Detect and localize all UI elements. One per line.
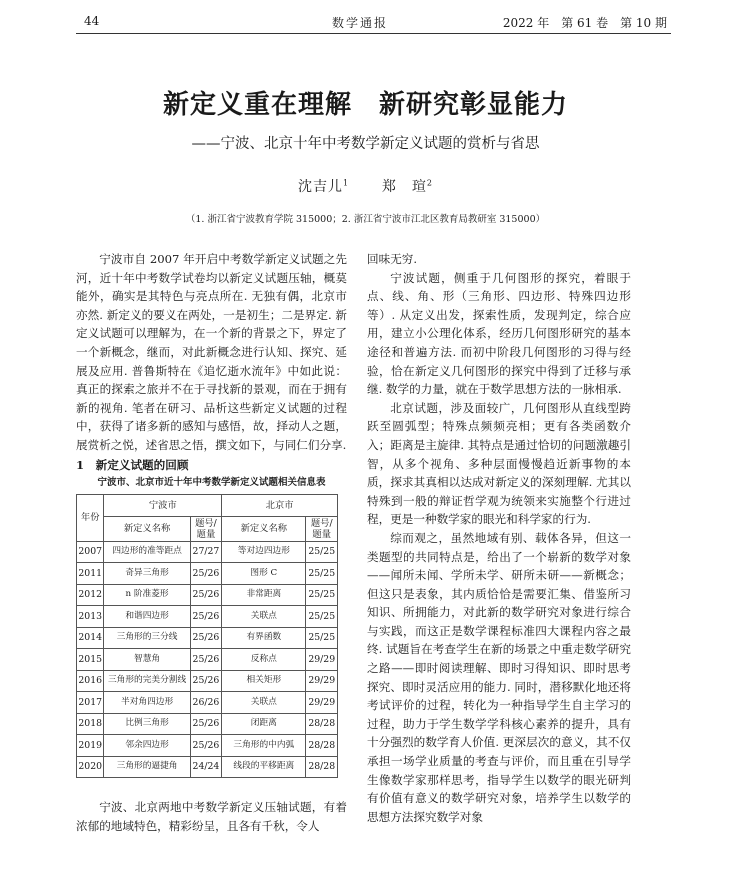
name-header: 新定义名称: [222, 516, 306, 541]
table-row: [77, 541, 338, 563]
table-body: [77, 541, 338, 778]
number-header: 题号/ 题量: [306, 516, 338, 541]
journal-name: 数学通报: [332, 16, 389, 30]
year-cell: 2019: [77, 735, 104, 757]
table-row: [77, 584, 338, 606]
continuation-text: 回味无穷.: [367, 252, 418, 266]
after-table-paragraph: 宁波、北京两地中考数学新定义压轴试题，有着浓郁的地域特色，精彩纷呈，且各有千秋，令人: [76, 800, 347, 833]
definitions-table: [76, 494, 338, 778]
beijing-name-cell: 线段的平移距离: [222, 756, 306, 778]
ningbo-name-cell: 奇异三角形: [104, 563, 190, 585]
affiliation-marker: 2: [426, 178, 433, 188]
ningbo-number-cell: 25/26: [190, 563, 221, 585]
ningbo-name-cell: 半对角四边形: [104, 692, 190, 714]
year-cell: 2012: [77, 584, 104, 606]
author-name: 郑 瑄: [381, 179, 427, 195]
beijing-header: 北京市: [222, 495, 338, 517]
beijing-name-cell: 图形 C: [222, 563, 306, 585]
section-heading: 1 新定义试题的回顾: [76, 457, 189, 472]
article-subtitle: ——宁波、北京十年中考数学新定义试题的赏析与省思: [191, 136, 540, 152]
year-cell: 2014: [77, 627, 104, 649]
author-line: [0, 176, 731, 196]
beijing-number-cell: 29/29: [306, 670, 338, 692]
article-title: 新定义重在理解 新研究彰显能力: [162, 90, 568, 120]
left-column: [76, 250, 347, 835]
running-header: [84, 12, 667, 32]
header-rule: [76, 33, 671, 34]
beijing-number-cell: 28/28: [306, 713, 338, 735]
ningbo-number-cell: 27/27: [190, 541, 221, 563]
beijing-number-cell: 28/28: [306, 735, 338, 757]
issue-info: 2022 年 第 61 卷 第 10 期: [502, 16, 667, 30]
ningbo-name-cell: n 阶准菱形: [104, 584, 190, 606]
beijing-number-cell: 25/25: [306, 584, 338, 606]
table-row: [77, 756, 338, 778]
ningbo-number-cell: 24/24: [190, 756, 221, 778]
beijing-name-cell: 非常距离: [222, 584, 306, 606]
ningbo-number-cell: 25/26: [190, 627, 221, 649]
ningbo-name-cell: 三角形的完美分割线: [104, 670, 190, 692]
beijing-number-cell: 29/29: [306, 649, 338, 671]
page-number: 44: [84, 14, 100, 28]
beijing-number-cell: 25/25: [306, 606, 338, 628]
table-row: [77, 563, 338, 585]
ningbo-number-cell: 25/26: [190, 670, 221, 692]
year-header: 年份: [77, 495, 104, 542]
ningbo-name-cell: 比例三角形: [104, 713, 190, 735]
ningbo-number-cell: 25/26: [190, 713, 221, 735]
beijing-name-cell: 关联点: [222, 692, 306, 714]
year-cell: 2007: [77, 541, 104, 563]
intro-paragraph: 宁波市自 2007 年开启中考数学新定义试题之先河，近十年中考数学试卷均以新定义试题压轴，概莫能外，确实是其特色与亮点所在. 无独有偶，北京市亦然. 新定义的要义在两处，一是初生；二是界定. 新定义试题可以理解为，在一个新的背景之下，界定了一个新概念，继而，对此新概念进行认知、探究、延展及应用. 普鲁斯特在《追忆逝水流年》中如此说：真正的探索之旅并不在于寻找新的景观，而在于拥有新的视角. 笔者在研习、品析这些新定义试题的过程中，获得了诸多新的感知与感悟，故，择动人之题，展赏析之悦，述省思之悟，撰文如下，与同仁们分享.: [76, 252, 347, 452]
affiliation: （1. 浙江省宁波教育学院 315000；2. 浙江省宁波市江北区教育局教研室 315000）: [185, 214, 546, 225]
ningbo-number-cell: 26/26: [190, 692, 221, 714]
ningbo-name-cell: 智慧角: [104, 649, 190, 671]
year-cell: 2015: [77, 649, 104, 671]
ningbo-number-cell: 25/26: [190, 584, 221, 606]
table-caption: 宁波市、北京市近十年中考数学新定义试题相关信息表: [97, 477, 326, 489]
author-name: 沈吉儿: [298, 179, 344, 195]
year-cell: 2017: [77, 692, 104, 714]
ningbo-header: 宁波市: [104, 495, 222, 517]
table-row: [77, 735, 338, 757]
ningbo-name-cell: 四边形的准等距点: [104, 541, 190, 563]
year-cell: 2016: [77, 670, 104, 692]
year-cell: 2018: [77, 713, 104, 735]
beijing-number-cell: 29/29: [306, 692, 338, 714]
ningbo-number-cell: 25/26: [190, 649, 221, 671]
beijing-name-cell: 闭距离: [222, 713, 306, 735]
ningbo-number-cell: 25/26: [190, 606, 221, 628]
table-row: [77, 670, 338, 692]
year-cell: 2013: [77, 606, 104, 628]
affiliation-marker: 1: [343, 178, 350, 188]
beijing-number-cell: 25/25: [306, 541, 338, 563]
body-paragraph: 北京试题，涉及面较广，几何图形从直线型跨跃至圆弧型；特殊点频频亮相；更有各类函数介入；距离是主旋律. 其特点是通过恰切的问题激趣引智，从多个视角、多种层面慢慢趋近新事物的本质，探求其真相以达成对新定义的深刻理解. 尤其以特殊到一般的辩证哲学观为统领来实施整个行进过程，更是一种数学家的眼光和科学家的行为.: [367, 400, 631, 527]
table-row: [77, 713, 338, 735]
table-row: [77, 606, 338, 628]
table-row: [77, 649, 338, 671]
beijing-name-cell: 反称点: [222, 649, 306, 671]
beijing-number-cell: 25/25: [306, 627, 338, 649]
body-paragraph: 宁波试题，侧重于几何图形的探究，着眼于点、线、角、形（三角形、四边形、特殊四边形等）. 从定义出发，探索性质，发现判定，综合应用，建立小公理化体系，经历几何图形研究的基本途径和普遍方法. 而初中阶段几何图形的习得与经验，恰在新定义几何图形的探究中得到了迁移与承继. 数学的力量，就在于数学思想方法的一脉相承.: [367, 270, 631, 397]
beijing-number-cell: 25/25: [306, 563, 338, 585]
number-header: 题号/ 题量: [190, 516, 221, 541]
ningbo-name-cell: 三角形的逼捷角: [104, 756, 190, 778]
beijing-name-cell: 相关矩形: [222, 670, 306, 692]
ningbo-name-cell: 和谐四边形: [104, 606, 190, 628]
table-row: [77, 692, 338, 714]
right-column: [367, 250, 631, 826]
name-header: 新定义名称: [104, 516, 190, 541]
beijing-name-cell: 等对边四边形: [222, 541, 306, 563]
ningbo-number-cell: 25/26: [190, 735, 221, 757]
beijing-name-cell: 三角形的中内弧: [222, 735, 306, 757]
year-cell: 2011: [77, 563, 104, 585]
table-row: [77, 627, 338, 649]
beijing-number-cell: 28/28: [306, 756, 338, 778]
ningbo-name-cell: 三角形的三分线: [104, 627, 190, 649]
beijing-name-cell: 有界函数: [222, 627, 306, 649]
body-paragraph: 综而观之，虽然地域有别、载体各异，但这一类题型的共同特点是，给出了一个崭新的数学对象——闻所未闻、学所未学、研所未研——新概念；但这只是表象，其内质恰恰是需要汇集、借鉴所习知识、所拥能力，对此新的数学研究对象进行综合与实践，而这正是数学课程标准四大课程内容之最终. 试题旨在考查学生在新的场景之中重走数学研究之路——即时阅读理解、即时习得知识、即时思考探究、即时灵活应用的能力. 同时，潜移默化地还将考试评价的过程，转化为一种指导学生自主学习的过程，助力于学生数学学科核心素养的提升，具有十分强烈的数学育人价值. 更深层次的意义，其不仅承担一场学业质量的考查与评价，而且重在引导学生像数学家那样思考，指导学生以数学的眼光研判有价值有意义的数学研究对象，培养学生以数学的思想方法探究数学对象: [367, 530, 631, 824]
year-cell: 2020: [77, 756, 104, 778]
ningbo-name-cell: 邻余四边形: [104, 735, 190, 757]
beijing-name-cell: 关联点: [222, 606, 306, 628]
